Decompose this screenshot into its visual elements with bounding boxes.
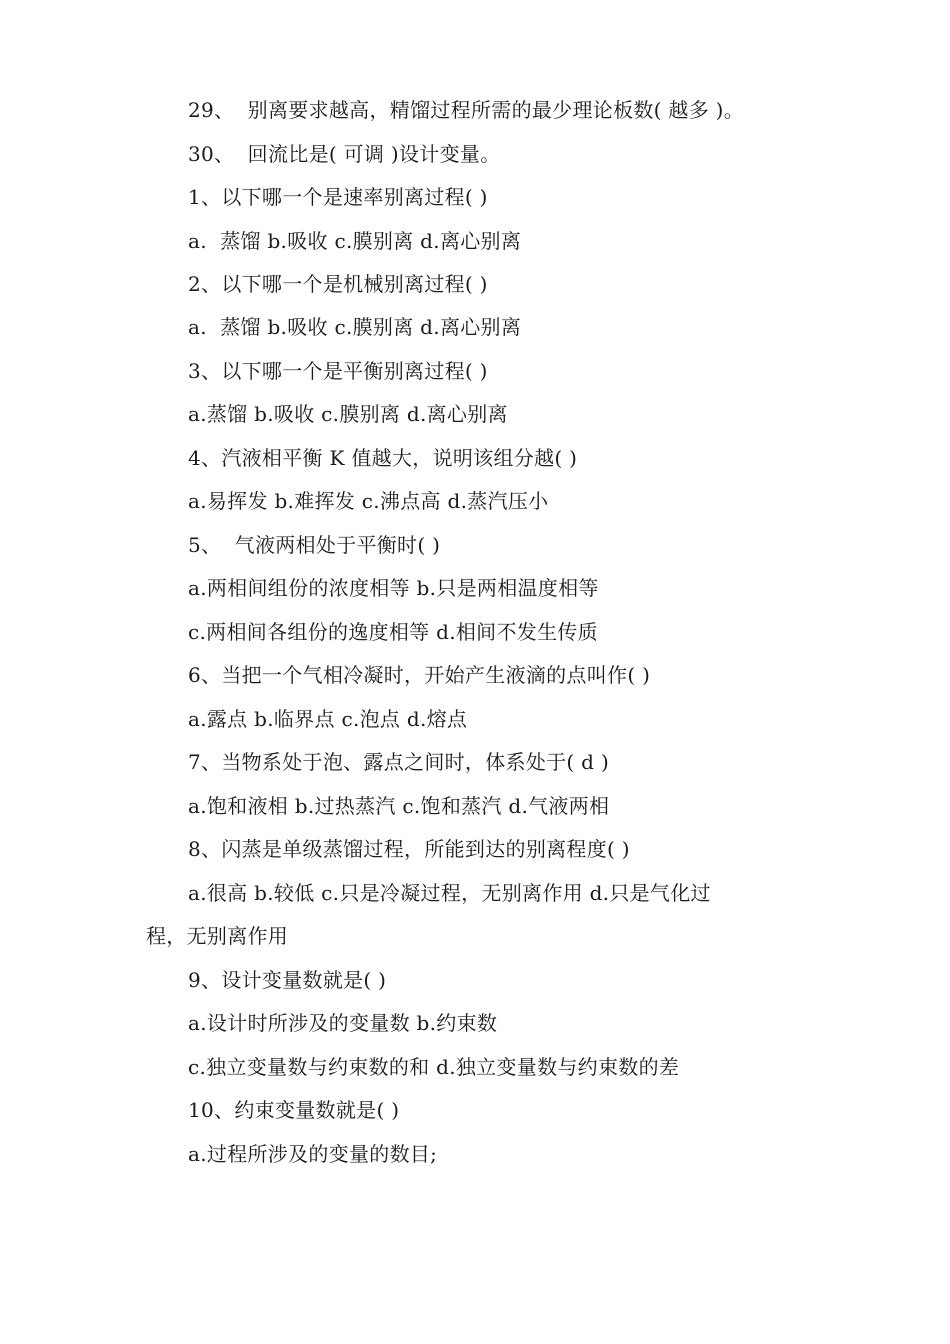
question-9: 9、设计变量数就是( ) [188, 968, 387, 992]
question-1: 1、以下哪一个是速率别离过程( ) [188, 185, 488, 209]
question-8: 8、闪蒸是单级蒸馏过程，所能到达的别离程度( ) [188, 837, 630, 861]
question-5: 5、 气液两相处于平衡时( ) [188, 533, 441, 557]
question-7: 7、当物系处于泡、露点之间时，体系处于( d ) [188, 750, 610, 774]
question-7-options: a.饱和液相 b.过热蒸汽 c.饱和蒸汽 d.气液两相 [188, 794, 610, 818]
question-1-options: a. 蒸馏 b.吸收 c.膜别离 d.离心别离 [188, 229, 522, 253]
question-8-options: a.很高 b.较低 c.只是冷凝过程，无别离作用 d.只是气化过 [188, 881, 711, 905]
question-5-options-ab: a.两相间组份的浓度相等 b.只是两相温度相等 [188, 576, 599, 600]
question-3: 3、以下哪一个是平衡别离过程( ) [188, 359, 488, 383]
question-6: 6、当把一个气相冷凝时，开始产生液滴的点叫作( ) [188, 663, 651, 687]
question-6-options: a.露点 b.临界点 c.泡点 d.熔点 [188, 707, 468, 731]
question-29: 29、 别离要求越高，精馏过程所需的最少理论板数( 越多 )。 [188, 98, 745, 122]
question-4-options: a.易挥发 b.难挥发 c.沸点高 d.蒸汽压小 [188, 489, 549, 513]
question-3-options: a.蒸馏 b.吸收 c.膜别离 d.离心别离 [188, 402, 508, 426]
question-8-options-continued: 程，无别离作用 [146, 924, 289, 948]
question-9-options-cd: c.独立变量数与约束数的和 d.独立变量数与约束数的差 [188, 1055, 680, 1079]
question-10: 10、约束变量数就是( ) [188, 1098, 400, 1122]
question-4: 4、汽液相平衡 K 值越大，说明该组分越( ) [188, 446, 578, 470]
question-10-option-a: a.过程所涉及的变量的数目; [188, 1142, 438, 1166]
question-5-options-cd: c.两相间各组份的逸度相等 d.相间不发生传质 [188, 620, 598, 644]
question-2-options: a. 蒸馏 b.吸收 c.膜别离 d.离心别离 [188, 315, 522, 339]
question-30: 30、 回流比是( 可调 )设计变量。 [188, 142, 501, 166]
question-2: 2、以下哪一个是机械别离过程( ) [188, 272, 488, 296]
question-9-options-ab: a.设计时所涉及的变量数 b.约束数 [188, 1011, 498, 1035]
